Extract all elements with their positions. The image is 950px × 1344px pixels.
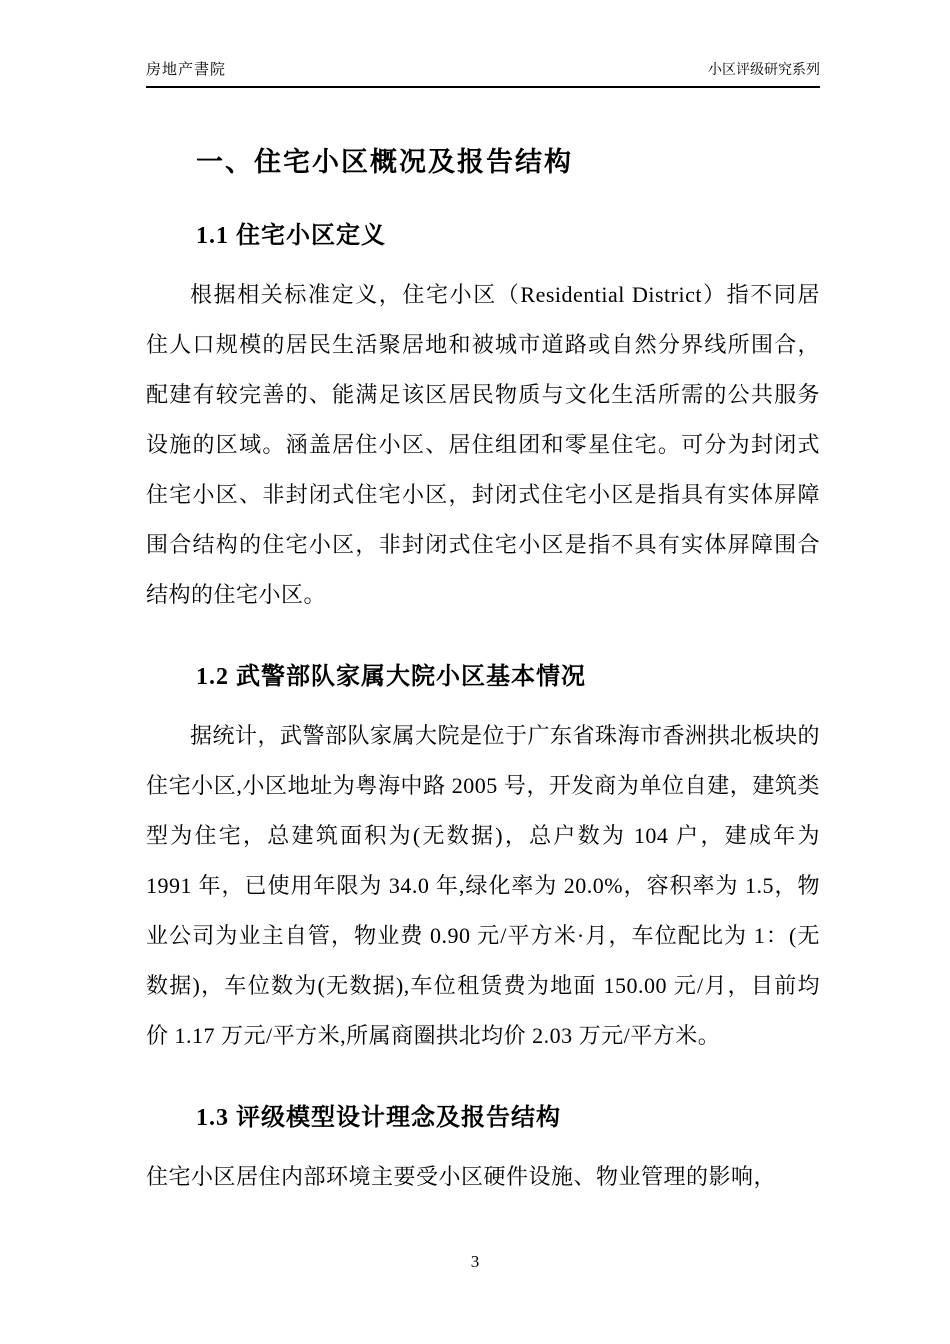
section-1-2-body: 据统计，武警部队家属大院是位于广东省珠海市香洲拱北板块的住宅小区,小区地址为粤海中路 2005 号，开发商为单位自建，建筑类型为住宅，总建筑面积为(无数据)，总户数为 104 户，建成年为 1991 年，已使用年限为 34.0 年,绿化率为 20.0%，容积率为 1.5，物业公司为业主自管，物业费 0.90 元/平方米·月，车位配比为 1：(无数据)，车位数为(无数据),车位租赁费为地面 150.00 元/月，目前均价 1.17 万元/平方米,所属商圈拱北均价 2.03 万元/平方米。 (146, 723, 821, 1048)
page-number: 3 (470, 1252, 480, 1271)
header-left-text: 房地产書院 (146, 62, 227, 78)
section-1-1-heading: 1.1 住宅小区定义 (196, 223, 386, 249)
chapter-title: 一、住宅小区概况及报告结构 (196, 147, 573, 177)
page-footer (0, 1252, 950, 1272)
section-1-1-body: 根据相关标准定义，住宅小区（Residential District）指不同居住人口规模的居民生活聚居地和被城市道路或自然分界线所围合，配建有较完善的、能满足该区居民物质与文化生活所需的公共服务设施的区域。涵盖居住小区、居住组团和零星住宅。可分为封闭式住宅小区、非封闭式住宅小区，封闭式住宅小区是指具有实体屏障围合结构的住宅小区，非封闭式住宅小区是指不具有实体屏障围合结构的住宅小区。 (146, 282, 820, 607)
document-body (146, 140, 820, 1202)
section-1-3-heading: 1.3 评级模型设计理念及报告结构 (196, 1105, 561, 1131)
page-header (146, 58, 820, 88)
section-1-3-body: 住宅小区居住内部环境主要受小区硬件设施、物业管理的影响， (146, 1164, 777, 1189)
section-1-2-heading: 1.2 武警部队家属大院小区基本情况 (196, 664, 586, 690)
header-right-text: 小区评级研究系列 (708, 63, 820, 78)
